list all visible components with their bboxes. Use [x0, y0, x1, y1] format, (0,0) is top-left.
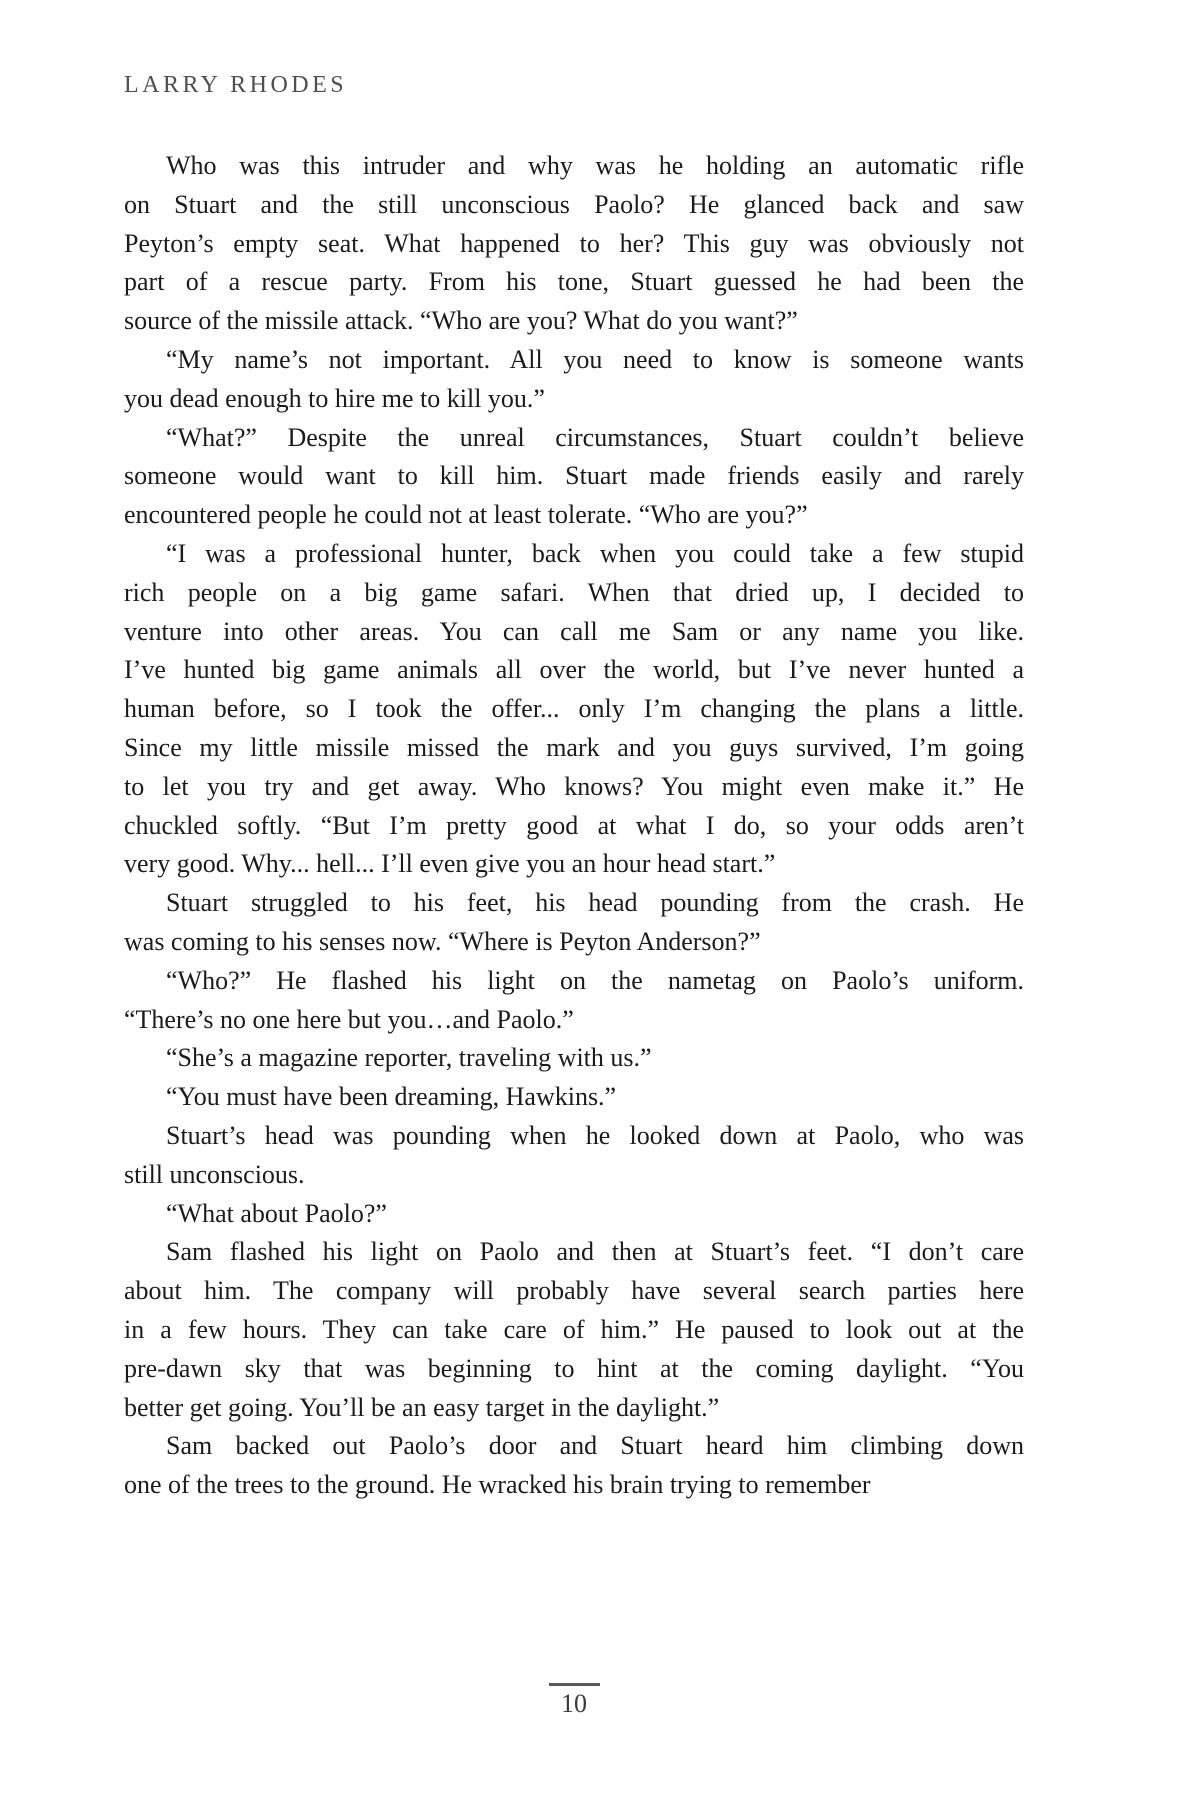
text-line: I’ve hunted big game animals all over the world, but I’ve never hunted a — [124, 655, 1024, 685]
paragraph — [124, 1427, 1024, 1505]
text-line: very good. Why... hell... I’ll even give you an hour head start.” — [124, 849, 776, 879]
paragraph — [124, 341, 1024, 419]
running-head: LARRY RHODES — [124, 72, 348, 98]
text-line: chuckled softly. “But I’m pretty good at what I do, so your odds aren’t — [124, 810, 1024, 840]
paragraph — [124, 419, 1024, 535]
paragraph — [124, 1195, 1024, 1234]
text-line: Sam flashed his light on Paolo and then at Stuart’s feet. “I don’t care — [166, 1237, 1024, 1267]
text-line: human before, so I took the offer... only I’m changing the plans a little. — [124, 694, 1024, 724]
text-line: Who was this intruder and why was he holding an automatic rifle — [166, 151, 1024, 180]
text-line: on Stuart and the still unconscious Paolo? He glanced back and saw — [124, 189, 1024, 219]
paragraph — [124, 1233, 1024, 1427]
text-line: in a few hours. They can take care of him.” He paused to look out at the — [124, 1314, 1024, 1344]
text-line: “You must have been dreaming, Hawkins.” — [166, 1082, 617, 1112]
text-line: Peyton’s empty seat. What happened to her? This guy was obviously not — [124, 228, 1024, 258]
page-footer — [124, 1683, 1024, 1717]
text-line: Since my little missile missed the mark and you guys survived, I’m going — [124, 732, 1024, 762]
text-line: Sam backed out Paolo’s door and Stuart heard him climbing down — [166, 1431, 1024, 1461]
paragraph — [124, 1039, 1024, 1078]
text-line: Stuart’s head was pounding when he looked down at Paolo, who was — [166, 1120, 1024, 1150]
text-block — [124, 147, 1024, 1505]
paragraph — [124, 884, 1024, 962]
text-line: part of a rescue party. From his tone, Stuart guessed he had been the — [124, 267, 1024, 297]
paragraph — [124, 1078, 1024, 1117]
text-line: to let you try and get away. Who knows? You might even make it.” He — [124, 771, 1024, 801]
text-line: “She’s a magazine reporter, traveling with us.” — [166, 1043, 652, 1073]
text-line: “Who?” He flashed his light on the nametag on Paolo’s uniform. — [166, 965, 1024, 995]
footer-rule — [549, 1683, 600, 1686]
paragraph — [124, 535, 1024, 884]
text-line: still unconscious. — [124, 1159, 305, 1189]
text-line: someone would want to kill him. Stuart made friends easily and rarely — [124, 461, 1024, 491]
text-line: “My name’s not important. All you need to know is someone wants — [166, 344, 1024, 374]
text-line: venture into other areas. You can call me Sam or any name you like. — [124, 616, 1024, 646]
text-line: was coming to his senses now. “Where is Peyton Anderson?” — [124, 926, 761, 956]
page-number: 10 — [561, 1688, 587, 1718]
text-line: encountered people he could not at least tolerate. “Who are you?” — [124, 500, 808, 530]
text-line: “What?” Despite the unreal circumstances, Stuart couldn’t believe — [166, 422, 1024, 452]
text-line: source of the missile attack. “Who are you? What do you want?” — [124, 306, 798, 336]
text-line: you dead enough to hire me to kill you.” — [124, 383, 545, 413]
text-line: Stuart struggled to his feet, his head pounding from the crash. He — [166, 888, 1024, 918]
text-line: “There’s no one here but you…and Paolo.” — [124, 1004, 574, 1034]
paragraph — [124, 147, 1024, 341]
text-line: better get going. You’ll be an easy target in the daylight.” — [124, 1392, 720, 1422]
text-line: “I was a professional hunter, back when you could take a few stupid — [166, 538, 1024, 568]
paragraph — [124, 962, 1024, 1040]
paragraph — [124, 1117, 1024, 1195]
text-line: pre-dawn sky that was beginning to hint at the coming daylight. “You — [124, 1353, 1024, 1383]
text-line: one of the trees to the ground. He wracked his brain trying to remember — [124, 1470, 871, 1500]
text-line: about him. The company will probably have several search parties here — [124, 1276, 1024, 1306]
text-line: “What about Paolo?” — [166, 1198, 387, 1228]
text-line: rich people on a big game safari. When that dried up, I decided to — [124, 577, 1024, 607]
